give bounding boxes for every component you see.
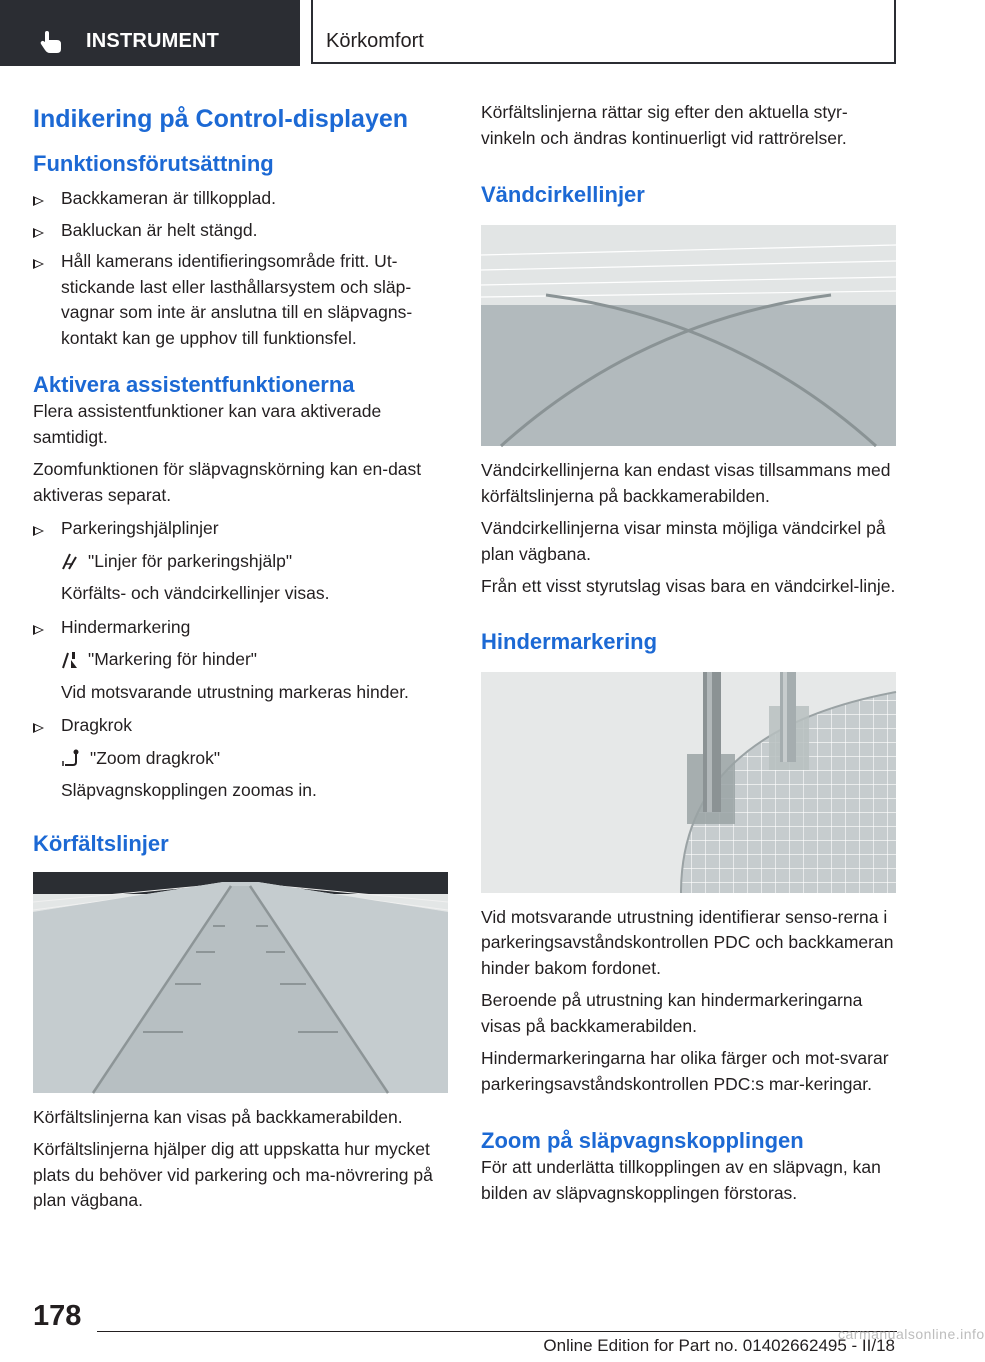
lanes-paragraph: Körfältslinjerna kan visas på backkamerabilden.: [33, 1106, 403, 1127]
parking-lines-icon[interactable]: [61, 552, 79, 570]
triangle-bullet-icon: [33, 228, 44, 238]
tow-hitch-icon[interactable]: [61, 748, 81, 768]
function-list: [33, 516, 448, 804]
footer-divider: [97, 1331, 897, 1332]
zoom-heading: Zoom på släpvagnskopplingen: [481, 1128, 804, 1153]
list-item: Bakluckan är helt stängd.: [33, 218, 448, 244]
list-item: Hindermarkering "Markering för hinder" Vid motsvarande utrustning markeras hinder.: [33, 615, 448, 706]
left-column: [33, 100, 448, 1214]
turning-paragraph: Vändcirkellinjerna visar minsta möjliga vändcirkel på plan vägbana.: [481, 518, 886, 564]
obstacle-marking-figure: [481, 672, 896, 893]
section-label: INSTRUMENT: [86, 30, 220, 52]
list-item: Dragkrok "Zoom dragkrok" Släpvagnskopplingen zoomas in.: [33, 713, 448, 804]
edition-label: Online Edition for Part no. 01402662495 - II/18: [543, 1336, 895, 1355]
obstacle-paragraph: Beroende på utrustning kan hindermarkeringarna visas på backkamerabilden.: [481, 990, 863, 1036]
lanes-continuation: Körfältslinjerna rättar sig efter den aktuella styr-vinkeln och ändras kontinuerligt vid rattrörelser.: [481, 102, 848, 148]
list-item: Parkeringshjälplinjer "Linjer för parkeringshjälp" Körfälts- och vändcirkellinjer visas.: [33, 516, 448, 607]
lanes-paragraph: Körfältslinjerna hjälper dig att uppskatta hur mycket plats du behöver vid parkering och ma-növrering på plan vägbana.: [33, 1139, 433, 1210]
page-number: 178: [33, 1300, 82, 1332]
button-name: "Markering för hinder": [88, 649, 258, 669]
turning-circle-figure: [481, 225, 896, 446]
list-item: Håll kamerans identifieringsområde fritt. Ut-stickande last eller lasthållarsystem och släp-vagnar som inte är anslutna till en släpvagns-kontakt kan ge upphov till funktionsfel.: [33, 249, 448, 351]
section-tab: [0, 0, 300, 66]
right-column: [481, 100, 896, 1206]
obstacle-paragraph: Hindermarkeringarna har olika färger och mot-svarar parkeringsavståndskontrollen PDC:s mar-keringar.: [481, 1048, 889, 1094]
zoom-paragraph: För att underlätta tillkopplingen av en släpvagn, kan bilden av släpvagnskopplingen förstoras.: [481, 1157, 881, 1203]
watermark: carmanualsonline.info: [838, 1326, 985, 1342]
triangle-bullet-icon: [33, 259, 44, 269]
lane-lines-figure: [33, 872, 448, 1093]
triangle-bullet-icon: [33, 723, 44, 733]
button-name: "Zoom dragkrok": [90, 747, 221, 768]
obstacle-heading: Hindermarkering: [481, 628, 658, 654]
turning-paragraph: Från ett visst styrutslag visas bara en vändcirkel-linje.: [481, 576, 896, 596]
triangle-bullet-icon: [33, 625, 44, 635]
turning-heading: Vändcirkellinjer: [481, 182, 645, 207]
function-description: Släpvagnskopplingen zoomas in.: [61, 780, 317, 800]
page-header: [0, 0, 960, 66]
obstacle-paragraph: Vid motsvarande utrustning identifierar senso-rerna i parkeringsavståndskontrollen PDC och backkameran hinder bakom fordonet.: [481, 906, 894, 978]
page-title: Indikering på Control-displayen: [33, 105, 409, 133]
function-description: Vid motsvarande utrustning markeras hinder.: [61, 681, 409, 702]
prereq-heading: Funktionsförutsättning: [33, 151, 274, 176]
triangle-bullet-icon: [33, 196, 44, 206]
list-item: Backkameran är tillkopplad.: [33, 186, 448, 212]
activate-heading: Aktivera assistentfunktionerna: [33, 372, 355, 397]
obstacle-marking-icon[interactable]: [61, 650, 79, 670]
lanes-heading: Körfältslinjer: [33, 830, 169, 856]
activate-paragraph: Flera assistentfunktioner kan vara aktiverade samtidigt.: [33, 401, 382, 447]
prereq-list: [33, 186, 448, 351]
hand-pointer-icon: [40, 29, 64, 55]
turning-paragraph: Vändcirkellinjerna kan endast visas tillsammans med körfältslinjerna på backkamerabilden.: [481, 460, 891, 506]
button-name: "Linjer för parkeringshjälp": [88, 550, 293, 571]
triangle-bullet-icon: [33, 526, 44, 536]
chapter-label: Körkomfort: [326, 30, 424, 52]
function-description: Körfälts- och vändcirkellinjer visas.: [61, 583, 330, 603]
activate-paragraph: Zoomfunktionen för släpvagnskörning kan en-dast aktiveras separat.: [33, 459, 422, 505]
